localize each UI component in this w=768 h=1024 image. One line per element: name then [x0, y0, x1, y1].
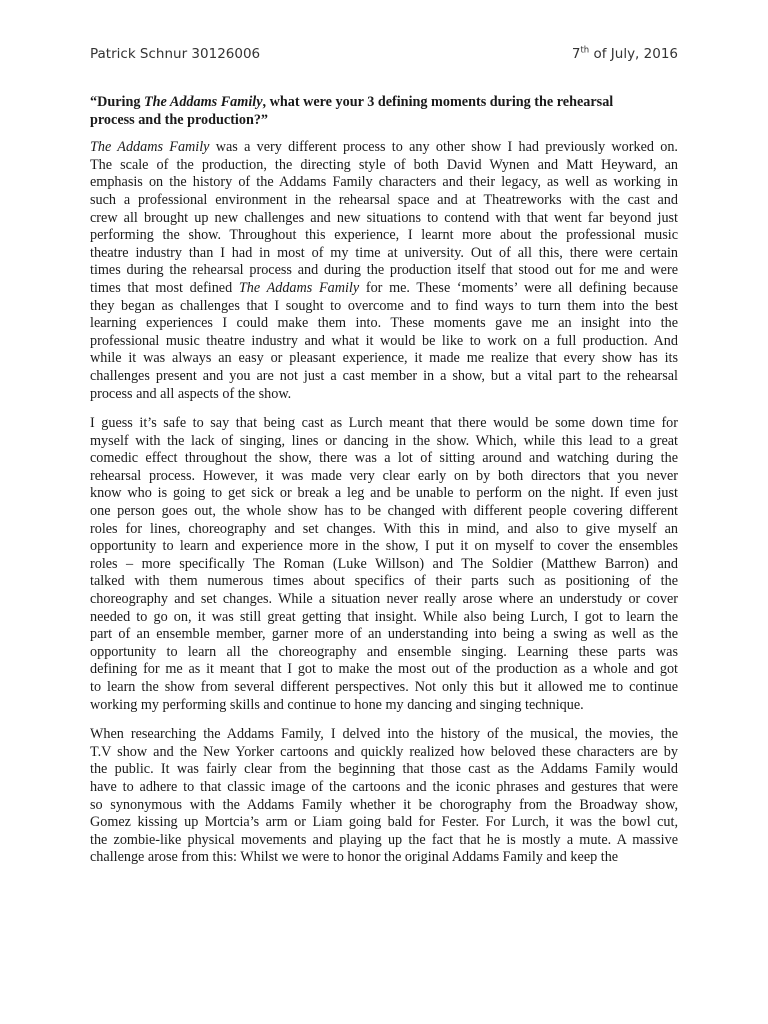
para1-italic-title: The Addams Family: [238, 279, 360, 296]
para2-line: choreography and set changes. While a situation never really arose where an understudy or cover: [90, 591, 678, 608]
paragraph-3: [90, 726, 678, 867]
date-line: [572, 44, 678, 64]
para1-line: times during the rehearsal process and during the production itself that stood out for me and were: [90, 262, 678, 279]
date-day: 7: [571, 46, 581, 62]
para1-italic-title: The Addams Family: [90, 139, 210, 156]
para2-line: defining for me as it meant that I got to make the most out of the production as a whole and got: [90, 661, 678, 678]
para3-line: the public. It was fairly clear from the beginning that those cast as the Addams Family would: [90, 761, 678, 778]
para3-line: Gomez kissing up Mortcia’s arm or Liam going bald for Fester. For Lurch, it was the bowl cut,: [90, 814, 678, 831]
para3-line: so synonymous with the Addams Family whether it be chorography from the Broadway show,: [90, 796, 678, 813]
para1-line: process and all aspects of the show.: [90, 385, 292, 402]
essay-question: [90, 94, 678, 129]
para2-line: myself with the lack of singing, lines or dancing in the show. Which, while this lead to a great: [90, 432, 678, 449]
para1-line: The scale of the production, the directing style of both David Wynen and Matt Heyward, an: [90, 156, 678, 173]
para3-line: challenge arose from this: Whilst we were to honor the original Addams Family and keep the: [90, 849, 619, 866]
para1-line: [90, 280, 678, 298]
question-line-2: process and the production?”: [90, 111, 269, 128]
para2-line: to learn the show from several different perspectives. Not only this but it allowed me to continue: [90, 679, 678, 695]
para2-line: talked with them numerous times about specifics of their parts such as positioning of the: [90, 573, 678, 590]
paragraph-2: [90, 415, 678, 714]
para2-line: rehearsal process. However, it was made very clear early on by both directors that you never: [90, 467, 678, 484]
para2-line: needed to go on, it was still great getting that insight. While also being Lurch, I got to learn the: [90, 608, 678, 625]
para3-line: have to adhere to that classic image of the cartoons and the iconic phrases and gestures that were: [90, 778, 678, 795]
para3-line: T.V show and the New Yorker cartoons and quickly realized how beloved these characters are by: [90, 743, 678, 760]
para1-line: theatre industry than I had in most of my time at university. Out of all this, there were certain: [90, 244, 678, 261]
question-title: The Addams Family: [144, 94, 263, 110]
page-header: [90, 44, 678, 64]
para1-line-text: times that most defined: [90, 279, 239, 296]
question-line-1: [90, 94, 678, 112]
para1-line: such a professional environment in the rehearsal space and at Theatreworks with the cast and: [90, 191, 678, 208]
date-rest: of July, 2016: [589, 46, 678, 62]
para2-line: opportunity to learn and experience more in the show, I put it on myself to cover the ensembles: [90, 538, 678, 555]
para2-line: opportunity to learn all the choreography and ensemble singing. Learning these parts was: [90, 643, 678, 660]
para2-line: roles – more specifically The Roman (Luke Willson) and The Soldier (Matthew Barron) and: [90, 555, 678, 572]
para1-line: professional music theatre industry and what it would be like to work on a full production. And: [90, 332, 678, 349]
para2-line: I guess it’s safe to say that being cast as Lurch meant that there would be some down time for: [90, 415, 678, 432]
para1-line-text: was a very different process to any other show I had previously worked on.: [209, 139, 678, 156]
para1-line: while it was always an easy or pleasant experience, it made me realize that every show has its: [90, 350, 678, 367]
para1-line: performing the show. Throughout this experience, I learnt more about the professional music: [90, 227, 678, 244]
para3-line: When researching the Addams Family, I delved into the history of the musical, the movies, the: [90, 726, 678, 743]
para2-line: working my performing skills and continue to hone my dancing and singing technique.: [90, 696, 584, 713]
para1-line: crew all brought up new challenges and new situations to contend with that went far beyond just: [90, 209, 678, 226]
para2-line: know who is going to get sick or break a leg and be unable to perform on the night. If even just: [90, 485, 678, 502]
para1-line: learning experiences I could make them into. These moments gave me an insight into the: [90, 315, 678, 332]
paragraph-1: [90, 139, 678, 403]
para3-line: the zombie-like physical movements and playing up the fact that he is mostly a mute. A massive: [90, 831, 678, 848]
question-pre: “During: [90, 94, 144, 110]
para2-line: roles for lines, choreography and set changes. With this in mind, and also to give myself an: [90, 520, 678, 537]
para1-line: they began as challenges that I sought to overcome and to find ways to turn them into the best: [90, 297, 678, 314]
author-line: Patrick Schnur 30126006: [90, 46, 261, 62]
para1-line: emphasis on the history of the Addams Family characters and their legacy, as well as working in: [90, 174, 678, 191]
question-post: , what were your 3 defining moments during the rehearsal: [262, 94, 614, 110]
para1-line-text: for me. These ‘moments’ were all defining because: [359, 279, 678, 296]
para1-line: challenges present and you are not just a cast member in a show, but a vital part to the rehearsal: [90, 367, 678, 384]
para2-line: part of an ensemble member, garner more of an understanding into being a swing as well as the: [90, 626, 678, 643]
para1-line: [90, 139, 678, 157]
para2-line: comedic effect throughout the show, there was a lot of sitting around and watching during the: [90, 450, 678, 467]
date-suffix: th: [580, 45, 590, 56]
para2-line: one person goes out, the whole show has to be changed with different people covering different: [90, 503, 678, 520]
